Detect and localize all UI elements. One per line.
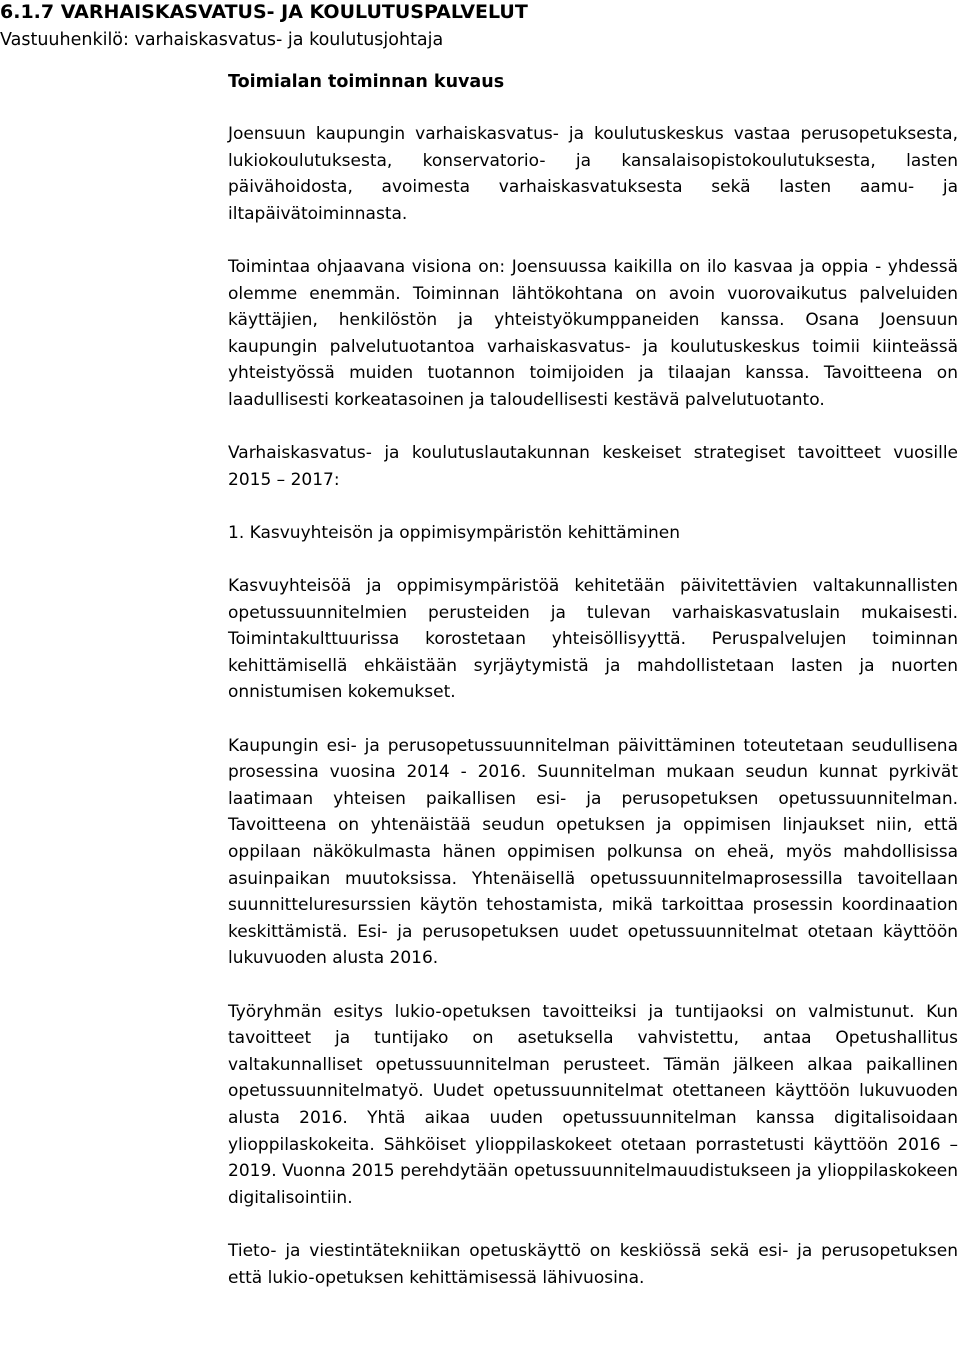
paragraph-curriculum-update: Kaupungin esi- ja perusopetussuunnitelman päivittäminen toteutetaan seudullisena prosessina vuosina 2014 - 2016. Suunnitelman mukaan seudun kunnat pyrkivät laatimaan yhteisen paikallisen esi- ja perusopetuksen opetussuunnitelman. Tavoitteena on yhtenäistää seudun opetuksen ja oppimisen linjaukset niin, että oppilaan näkökulmasta hänen oppimisen polkunsa on eheä, myös mahdollisissa asuinpaikan muutoksissa. Yhtenäisellä opetussuunnitelmaprosessilla tavoitellaan suunnitteluresurssien käytön tehostamista, mikä tarkoittaa prosessin koordinaation keskittämistä. Esi- ja perusopetuksen uudet opetussuunnitelmat otetaan käyttöön lukuvuoden alusta 2016. (228, 735, 958, 969)
paragraph-learning-environment: Kasvuyhteisöä ja oppimisympäristöä kehitetään päivitettävien valtakunnallisten opetussuunnitelmien perusteiden ja tulevan varhaiskasvatuslain mukaisesti. Toimintakulttuurissa korostetaan yhteisöllisyyttä. Peruspalvelujen toiminnan kehittämisellä ehkäistään syrjäytymistä ja mahdollistetaan lasten ja nuorten onnistumisen kokemukset. (228, 576, 958, 703)
section-heading-title: VARHAISKASVATUS- JA KOULUTUSPALVELUT (60, 1, 528, 23)
page-heading (0, 0, 528, 24)
document-body (228, 121, 958, 1291)
section-title: Toimialan toiminnan kuvaus (228, 72, 505, 92)
responsible-person: Vastuuhenkilö: varhaiskasvatus- ja koulutusjohtaja (0, 30, 444, 50)
section-number: 6.1.7 (0, 1, 55, 23)
strategy-goal-heading: 1. Kasvuyhteisön ja oppimisympäristön kehittäminen (228, 522, 680, 543)
paragraph-ict: Tieto- ja viestintätekniikan opetuskäyttö on keskiössä sekä esi- ja perusopetuksen että lukio-opetuksen kehittämisessä lähivuosina. (228, 1240, 958, 1288)
paragraph-strategy-intro: Varhaiskasvatus- ja koulutuslautakunnan keskeiset strategiset tavoitteet vuosille 2015 – 2017: (228, 443, 958, 490)
paragraph-upper-secondary: Työryhmän esitys lukio-opetuksen tavoitteiksi ja tuntijaoksi on valmistunut. Kun tavoitteet ja tuntijako on asetuksella vahvistettu, antaa Opetushallitus valtakunnalliset opetussuunnitelman perusteet. Tämän jälkeen alkaa paikallinen opetussuunnitelmatyö. Uudet opetussuunnitelmat otettaneen käyttöön lukuvuoden alusta 2016. Yhtä aikaa uuden opetussuunnitelman kanssa digitalisoidaan ylioppilaskokeita. Sähköiset ylioppilaskokeet otetaan porrastetusti käyttöön 2016 – 2019. Vuonna 2015 perehdytään opetussuunnitelmauudistukseen ja ylioppilaskokeen digitalisointiin. (228, 1001, 958, 1208)
paragraph-vision: Toimintaa ohjaavana visiona on: Joensuussa kaikilla on ilo kasvaa ja oppia - yhdessä olemme enemmän. Toiminnan lähtökohtana on avoin vuorovaikutus palveluiden käyttäjien, henkilöstön ja yhteistyökumppaneiden kanssa. Osana Joensuun kaupungin palvelutuotantoa varhaiskasvatus- ja koulutuskeskus toimii kiinteässä yhteistyössä muiden tuotannon toimijoiden ja tilaajan kanssa. Tavoitteena on laadullisesti korkeatasoinen ja taloudellisesti kestävä palvelutuotanto. (228, 256, 958, 410)
paragraph-overview: Joensuun kaupungin varhaiskasvatus- ja koulutuskeskus vastaa perusopetuksesta, lukiokoulutuksesta, konservatorio- ja kansalaisopistokoulutuksesta, lasten päivähoidosta, avoimesta varhaiskasvatuksesta sekä lasten aamu- ja iltapäivätoiminnasta. (228, 124, 958, 224)
